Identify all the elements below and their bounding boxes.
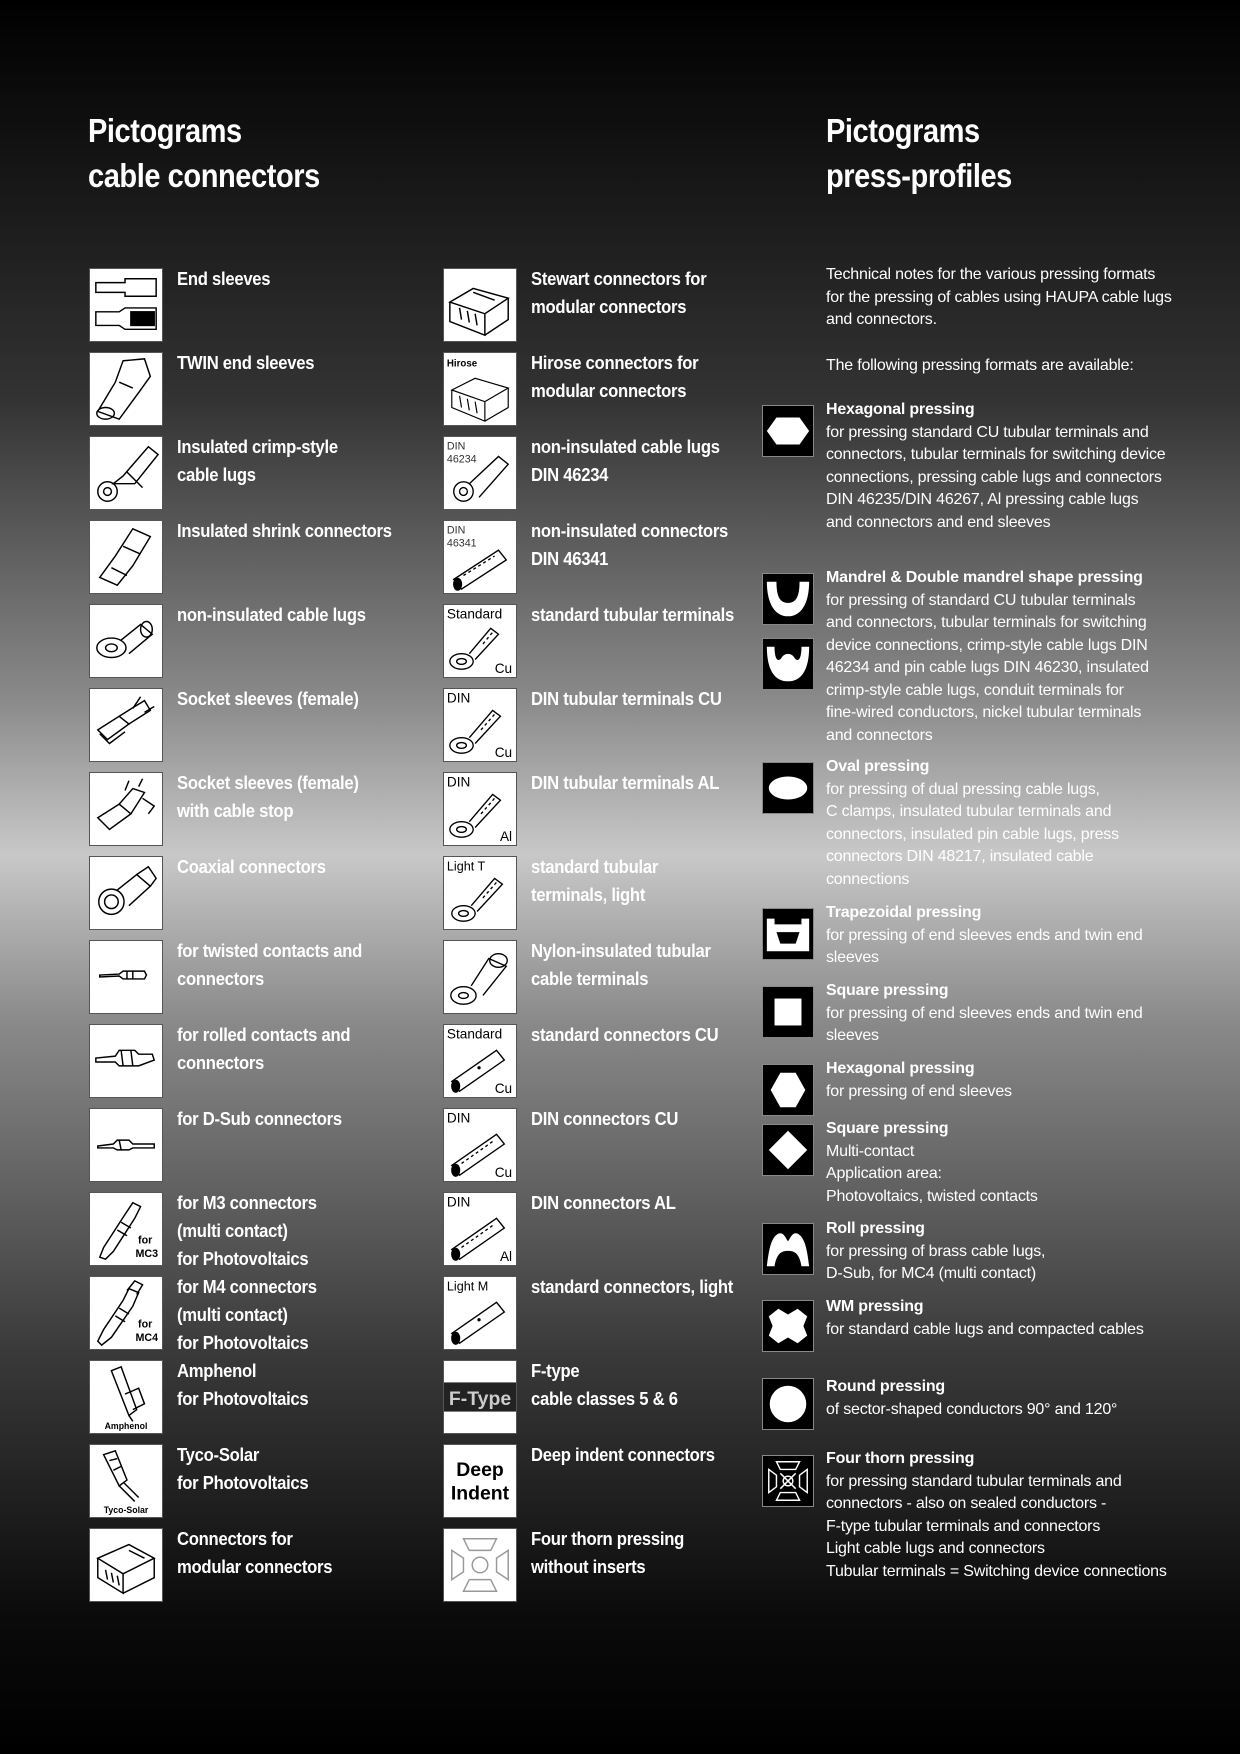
icon-caption: Light T: [446, 859, 486, 874]
icon-caption: DIN: [446, 1194, 471, 1210]
press-profile: [826, 902, 1226, 970]
cable-connectors-title: [88, 108, 320, 198]
hexagonal-small-press-icon: [762, 1064, 814, 1116]
icon-caption: Indent: [450, 1482, 510, 1505]
technical-notes: [826, 264, 1226, 377]
press-profile: [826, 1218, 1226, 1286]
label-line: Connectors for: [177, 1528, 293, 1549]
label-line: (multi contact): [177, 1220, 288, 1241]
label-line: for M3 connectors: [177, 1192, 317, 1213]
pictogram-row: [89, 436, 479, 514]
icon-caption: DIN: [446, 774, 471, 790]
profile-line: for standard cable lugs and compacted cables: [826, 1320, 1144, 1338]
profile-line: for pressing standard tubular terminals and: [826, 1472, 1122, 1490]
round-press-icon: [762, 1378, 814, 1430]
profile-line: for pressing of end sleeves: [826, 1082, 1012, 1100]
icon-caption: Deep: [456, 1459, 504, 1482]
label-line: for Photovoltaics: [177, 1332, 309, 1353]
square-multicontact-press-icon: [762, 1124, 814, 1176]
pictogram-row: [89, 1108, 479, 1186]
label-line: connectors: [177, 968, 265, 989]
notes-line: The following pressing formats are available:: [826, 356, 1134, 374]
connector-label: [531, 853, 819, 909]
icon-caption: Cu: [494, 1165, 513, 1181]
icon-caption: Amphenol: [104, 1421, 148, 1432]
pictogram-row: [89, 1360, 479, 1438]
icon-caption: F-Type: [448, 1387, 512, 1410]
connector-label: [177, 1441, 465, 1497]
stewart-connector-icon: [443, 268, 517, 342]
profile-line: connectors DIN 48217, insulated cable: [826, 848, 1094, 865]
label-line: standard tubular: [531, 856, 659, 877]
profile-line: sleeves: [826, 1027, 879, 1044]
label-line: modular connectors: [531, 380, 687, 401]
deep-indent-icon: [443, 1444, 517, 1518]
profile-title: WM pressing: [826, 1298, 924, 1315]
profile-line: DIN 46235/DIN 46267, Al pressing cable lugs: [826, 491, 1139, 508]
din-connector-al-icon: [443, 1192, 517, 1266]
press-profile: [826, 399, 1226, 534]
profile-line: and connectors: [826, 726, 933, 744]
socket-sleeve-icon: [89, 688, 163, 762]
label-line: for M4 connectors: [177, 1276, 317, 1297]
icon-caption: Standard: [446, 606, 503, 622]
label-line: cable terminals: [531, 968, 649, 989]
label-line: TWIN end sleeves: [177, 352, 315, 373]
nylon-tubular-icon: [443, 940, 517, 1014]
profile-line: connectors, insulated pin cable lugs, press: [826, 825, 1119, 843]
label-line: Tyco-Solar: [177, 1444, 260, 1465]
icon-caption: MC4: [135, 1332, 159, 1345]
icon-caption: Al: [499, 1249, 513, 1265]
label-line: for rolled contacts and: [177, 1024, 351, 1045]
pictogram-row: [89, 940, 479, 1018]
label-line: standard tubular terminals: [531, 604, 735, 625]
icon-caption: Tyco-Solar: [103, 1505, 149, 1516]
profile-title: Mandrel & Double mandrel shape pressing: [826, 569, 1143, 586]
socket-sleeve-stop-icon: [89, 772, 163, 846]
press-profile: [826, 1296, 1226, 1341]
press-profile: [826, 567, 1226, 747]
profile-line: connectors, tubular terminals for switching device: [826, 446, 1166, 463]
connector-label: [531, 1189, 819, 1217]
connector-label: [177, 1189, 465, 1273]
label-line: Nylon-insulated tubular: [531, 940, 711, 961]
notes-paragraph: [826, 264, 1226, 332]
title-line: Pictograms: [88, 112, 242, 149]
pictogram-row: [89, 520, 479, 598]
dsub-contact-icon: [89, 1108, 163, 1182]
title-line: Pictograms: [826, 112, 980, 149]
label-line: without inserts: [531, 1556, 646, 1577]
coaxial-connector-icon: [89, 856, 163, 930]
label-line: DIN tubular terminals AL: [531, 772, 720, 793]
twisted-contact-icon: [89, 940, 163, 1014]
label-line: non-insulated cable lugs: [177, 604, 366, 625]
pictogram-row: [89, 856, 479, 934]
label-line: non-insulated connectors: [531, 520, 729, 541]
icon-caption: 46234: [446, 453, 477, 466]
standard-connector-cu-icon: [443, 1024, 517, 1098]
icon-caption: Cu: [494, 1081, 513, 1097]
profile-line: for pressing of end sleeves ends and twin end: [826, 926, 1143, 944]
title-line: cable connectors: [88, 157, 320, 194]
square-press-icon: [762, 986, 814, 1038]
icon-caption: DIN: [446, 1110, 471, 1126]
connector-label: [177, 349, 465, 377]
din-connector-cu-icon: [443, 1108, 517, 1182]
pictogram-row: [443, 688, 833, 766]
label-line: for twisted contacts and: [177, 940, 363, 961]
label-line: End sleeves: [177, 268, 271, 289]
label-line: terminals, light: [531, 884, 646, 905]
din-tubular-cu-icon: [443, 688, 517, 762]
connector-label: [531, 517, 819, 573]
icon-caption: for: [138, 1234, 153, 1247]
icon-caption: DIN: [446, 524, 466, 537]
mc4-connector-icon: [89, 1276, 163, 1350]
trapezoidal-press-icon: [762, 908, 814, 960]
double-mandrel-press-icon: [762, 638, 814, 690]
notes-line: and connectors.: [826, 311, 937, 328]
label-line: Hirose connectors for: [531, 352, 699, 373]
profile-line: connectors - also on sealed conductors -: [826, 1495, 1107, 1512]
amphenol-connector-icon: [89, 1360, 163, 1434]
press-profile: [826, 1448, 1226, 1583]
din-lug-icon: [443, 436, 517, 510]
notes-line: for the pressing of cables using HAUPA cable lugs: [826, 288, 1172, 306]
insulated-crimp-lug-icon: [89, 436, 163, 510]
profile-line: sleeves: [826, 949, 879, 966]
profile-line: and connectors, tubular terminals for switching: [826, 614, 1147, 631]
label-line: Stewart connectors for: [531, 268, 707, 289]
label-line: cable lugs: [177, 464, 256, 485]
connector-label: [177, 1357, 465, 1413]
hirose-connector-icon: [443, 352, 517, 426]
icon-caption: MC3: [135, 1248, 159, 1261]
icon-caption: Cu: [494, 661, 513, 677]
icon-caption: DIN: [446, 690, 471, 706]
label-line: Deep indent connectors: [531, 1444, 715, 1465]
profile-title: Trapezoidal pressing: [826, 904, 982, 921]
mandrel-press-icon: [762, 573, 814, 625]
label-line: non-insulated cable lugs: [531, 436, 720, 457]
profile-title: Round pressing: [826, 1378, 945, 1395]
label-line: modular connectors: [531, 296, 687, 317]
hexagonal-press-icon: [762, 405, 814, 457]
mc3-connector-icon: [89, 1192, 163, 1266]
icon-caption: Hirose: [446, 358, 478, 370]
profile-title: Roll pressing: [826, 1220, 925, 1237]
profile-line: fine-wired conductors, nickel tubular terminals: [826, 704, 1142, 721]
modular-plug-icon: [89, 1528, 163, 1602]
profile-line: for pressing of brass cable lugs,: [826, 1242, 1046, 1260]
connector-label: [177, 769, 465, 825]
connector-label: [177, 1105, 465, 1133]
four-thorn-press-icon: [762, 1455, 814, 1507]
pictogram-row: [443, 268, 833, 346]
roll-press-icon: [762, 1223, 814, 1275]
label-line: Four thorn pressing: [531, 1528, 685, 1549]
profile-line: Multi-contact: [826, 1142, 915, 1160]
connector-label: [531, 1525, 819, 1581]
light-connector-icon: [443, 1276, 517, 1350]
profile-line: Tubular terminals = Switching device connections: [826, 1562, 1167, 1580]
tyco-solar-connector-icon: [89, 1444, 163, 1518]
profile-line: Light cable lugs and connectors: [826, 1540, 1045, 1557]
label-line: Amphenol: [177, 1360, 257, 1381]
icon-caption: DIN: [446, 440, 466, 453]
connector-label: [177, 601, 465, 629]
light-tubular-icon: [443, 856, 517, 930]
twin-end-sleeves-icon: [89, 352, 163, 426]
din-tubular-al-icon: [443, 772, 517, 846]
profile-title: Four thorn pressing: [826, 1450, 975, 1467]
profile-line: connections: [826, 870, 910, 888]
press-profile: [826, 756, 1226, 891]
pictogram-row: [89, 604, 479, 682]
label-line: modular connectors: [177, 1556, 333, 1577]
profile-line: F-type tubular terminals and connectors: [826, 1517, 1101, 1535]
icon-caption: Cu: [494, 745, 513, 761]
profile-line: C clamps, insulated tubular terminals and: [826, 803, 1112, 820]
pictogram-row: [89, 352, 479, 430]
pictogram-row: [89, 1444, 479, 1522]
label-line: for Photovoltaics: [177, 1472, 309, 1493]
press-profile: [826, 1058, 1226, 1103]
profile-line: for pressing of end sleeves ends and twin end: [826, 1004, 1143, 1022]
label-line: DIN 46234: [531, 464, 609, 485]
end-sleeves-icon: [89, 268, 163, 342]
label-line: standard connectors CU: [531, 1024, 719, 1045]
icon-caption: Standard: [446, 1026, 503, 1042]
press-profile: [826, 980, 1226, 1048]
label-line: Socket sleeves (female): [177, 688, 359, 709]
profile-line: D-Sub, for MC4 (multi contact): [826, 1265, 1037, 1282]
profile-line: device connections, crimp-style cable lugs DIN: [826, 636, 1148, 654]
profile-line: Photovoltaics, twisted contacts: [826, 1187, 1038, 1205]
icon-caption: Light M: [446, 1279, 489, 1294]
notes-line: Technical notes for the various pressing formats: [826, 266, 1156, 283]
connector-label: [177, 517, 465, 545]
press-profiles-title: [826, 108, 1012, 198]
label-line: (multi contact): [177, 1304, 288, 1325]
profile-line: for pressing of standard CU tubular terminals: [826, 591, 1136, 609]
pictogram-row: [89, 1528, 479, 1606]
pictogram-row: [89, 1276, 479, 1354]
connector-label: [177, 1021, 465, 1077]
profile-line: 46234 and pin cable lugs DIN 46230, insulated: [826, 659, 1149, 676]
label-line: Socket sleeves (female): [177, 772, 359, 793]
label-line: DIN 46341: [531, 548, 609, 569]
f-type-icon: [443, 1360, 517, 1434]
profile-line: and connectors and end sleeves: [826, 513, 1051, 531]
label-line: standard connectors, light: [531, 1276, 734, 1297]
label-line: for Photovoltaics: [177, 1388, 309, 1409]
label-line: Insulated shrink connectors: [177, 520, 392, 541]
label-line: for Photovoltaics: [177, 1248, 309, 1269]
connector-label: [177, 937, 465, 993]
label-line: DIN tubular terminals CU: [531, 688, 722, 709]
label-line: F-type: [531, 1360, 580, 1381]
label-line: cable classes 5 & 6: [531, 1388, 678, 1409]
label-line: connectors: [177, 1052, 265, 1073]
profile-line: for pressing standard CU tubular terminals and: [826, 423, 1149, 441]
icon-caption: for: [138, 1318, 153, 1331]
label-line: Coaxial connectors: [177, 856, 326, 877]
oval-press-icon: [762, 762, 814, 814]
din-connector-icon: [443, 520, 517, 594]
profile-line: crimp-style cable lugs, conduit terminals for: [826, 681, 1124, 699]
cable-lug-icon: [89, 604, 163, 678]
connector-label: [531, 1273, 819, 1301]
connector-label: [177, 853, 465, 881]
pictogram-row: [89, 1024, 479, 1102]
connector-label: [177, 265, 465, 293]
pictogram-row: [89, 268, 479, 346]
profile-line: for pressing of dual pressing cable lugs,: [826, 780, 1100, 798]
title-line: press-profiles: [826, 157, 1012, 194]
connector-label: [531, 265, 819, 321]
connector-label: [177, 433, 465, 489]
icon-caption: Al: [499, 829, 513, 845]
label-line: DIN connectors AL: [531, 1192, 676, 1213]
connector-label: [531, 349, 819, 405]
label-line: Insulated crimp-style: [177, 436, 338, 457]
press-profile: [826, 1376, 1226, 1421]
pictogram-row: [89, 772, 479, 850]
pictogram-row: [443, 1528, 833, 1606]
profile-title: Square pressing: [826, 982, 949, 999]
label-line: for D-Sub connectors: [177, 1108, 342, 1129]
profile-line: Application area:: [826, 1165, 942, 1182]
profile-line: connections, pressing cable lugs and connectors: [826, 468, 1162, 486]
profile-title: Hexagonal pressing: [826, 1060, 975, 1077]
profile-title: Hexagonal pressing: [826, 401, 975, 418]
label-line: with cable stop: [177, 800, 294, 821]
shrink-connector-icon: [89, 520, 163, 594]
label-line: DIN connectors CU: [531, 1108, 679, 1129]
connector-label: [177, 1525, 465, 1581]
press-profile: [826, 1118, 1226, 1208]
notes-paragraph: [826, 355, 1226, 378]
profile-title: Oval pressing: [826, 758, 930, 775]
profile-line: of sector-shaped conductors 90° and 120°: [826, 1400, 1118, 1418]
rolled-contact-icon: [89, 1024, 163, 1098]
pictogram-row: [89, 1192, 479, 1270]
four-thorn-outline-icon: [443, 1528, 517, 1602]
icon-caption: 46341: [446, 537, 477, 550]
pictogram-row: [89, 688, 479, 766]
standard-tubular-cu-icon: [443, 604, 517, 678]
profile-title: Square pressing: [826, 1120, 949, 1137]
wm-press-icon: [762, 1300, 814, 1352]
connector-label: [177, 685, 465, 713]
connector-label: [177, 1273, 465, 1357]
